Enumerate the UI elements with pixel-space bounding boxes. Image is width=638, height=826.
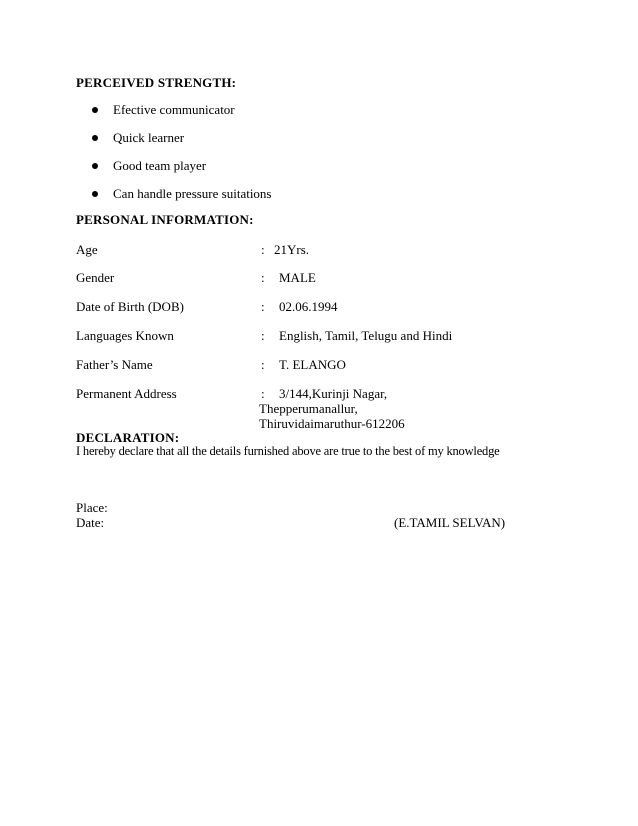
strength-item-text: Efective communicator	[113, 102, 235, 117]
personal-information-heading: PERSONAL INFORMATION:	[76, 212, 254, 227]
signature-name: (E.TAMIL SELVAN)	[394, 515, 506, 530]
info-colon: :	[261, 386, 265, 401]
bullet-icon	[92, 163, 98, 169]
info-label-dob: Date of Birth (DOB)	[76, 299, 184, 314]
date-label: Date:	[76, 515, 105, 530]
info-value-gender: MALE	[279, 270, 316, 285]
info-value-father-name: T. ELANGO	[279, 357, 346, 372]
strength-item-text: Can handle pressure suitations	[113, 186, 272, 201]
declaration-heading: DECLARATION:	[76, 430, 180, 445]
info-value-dob: 02.06.1994	[279, 299, 338, 314]
info-colon: :	[261, 357, 265, 372]
place-label: Place:	[76, 500, 108, 515]
info-value-address-line1: 3/144,Kurinji Nagar,	[279, 386, 388, 401]
info-value-languages: English, Tamil, Telugu and Hindi	[279, 328, 453, 343]
info-label-age: Age	[76, 242, 98, 257]
info-colon: :	[261, 270, 265, 285]
info-label-languages: Languages Known	[76, 328, 174, 343]
info-value-address-line2: Thepperumanallur,	[259, 401, 358, 416]
strength-item-text: Good team player	[113, 158, 207, 173]
bullet-icon	[92, 107, 98, 113]
info-value-address-line3: Thiruvidaimaruthur-612206	[259, 416, 405, 431]
info-colon: :	[261, 242, 265, 257]
bullet-icon	[92, 135, 98, 141]
bullet-icon	[92, 191, 98, 197]
info-colon: :	[261, 328, 265, 343]
declaration-text: I hereby declare that all the details furnished above are true to the best of my knowledge	[76, 444, 500, 458]
strength-item-text: Quick learner	[113, 130, 185, 145]
perceived-strength-heading: PERCEIVED STRENGTH:	[76, 75, 237, 90]
info-label-gender: Gender	[76, 270, 115, 285]
info-colon: :	[261, 299, 265, 314]
info-label-father-name: Father’s Name	[76, 357, 153, 372]
info-label-address: Permanent Address	[76, 386, 177, 401]
info-value-age: 21Yrs.	[274, 242, 310, 257]
